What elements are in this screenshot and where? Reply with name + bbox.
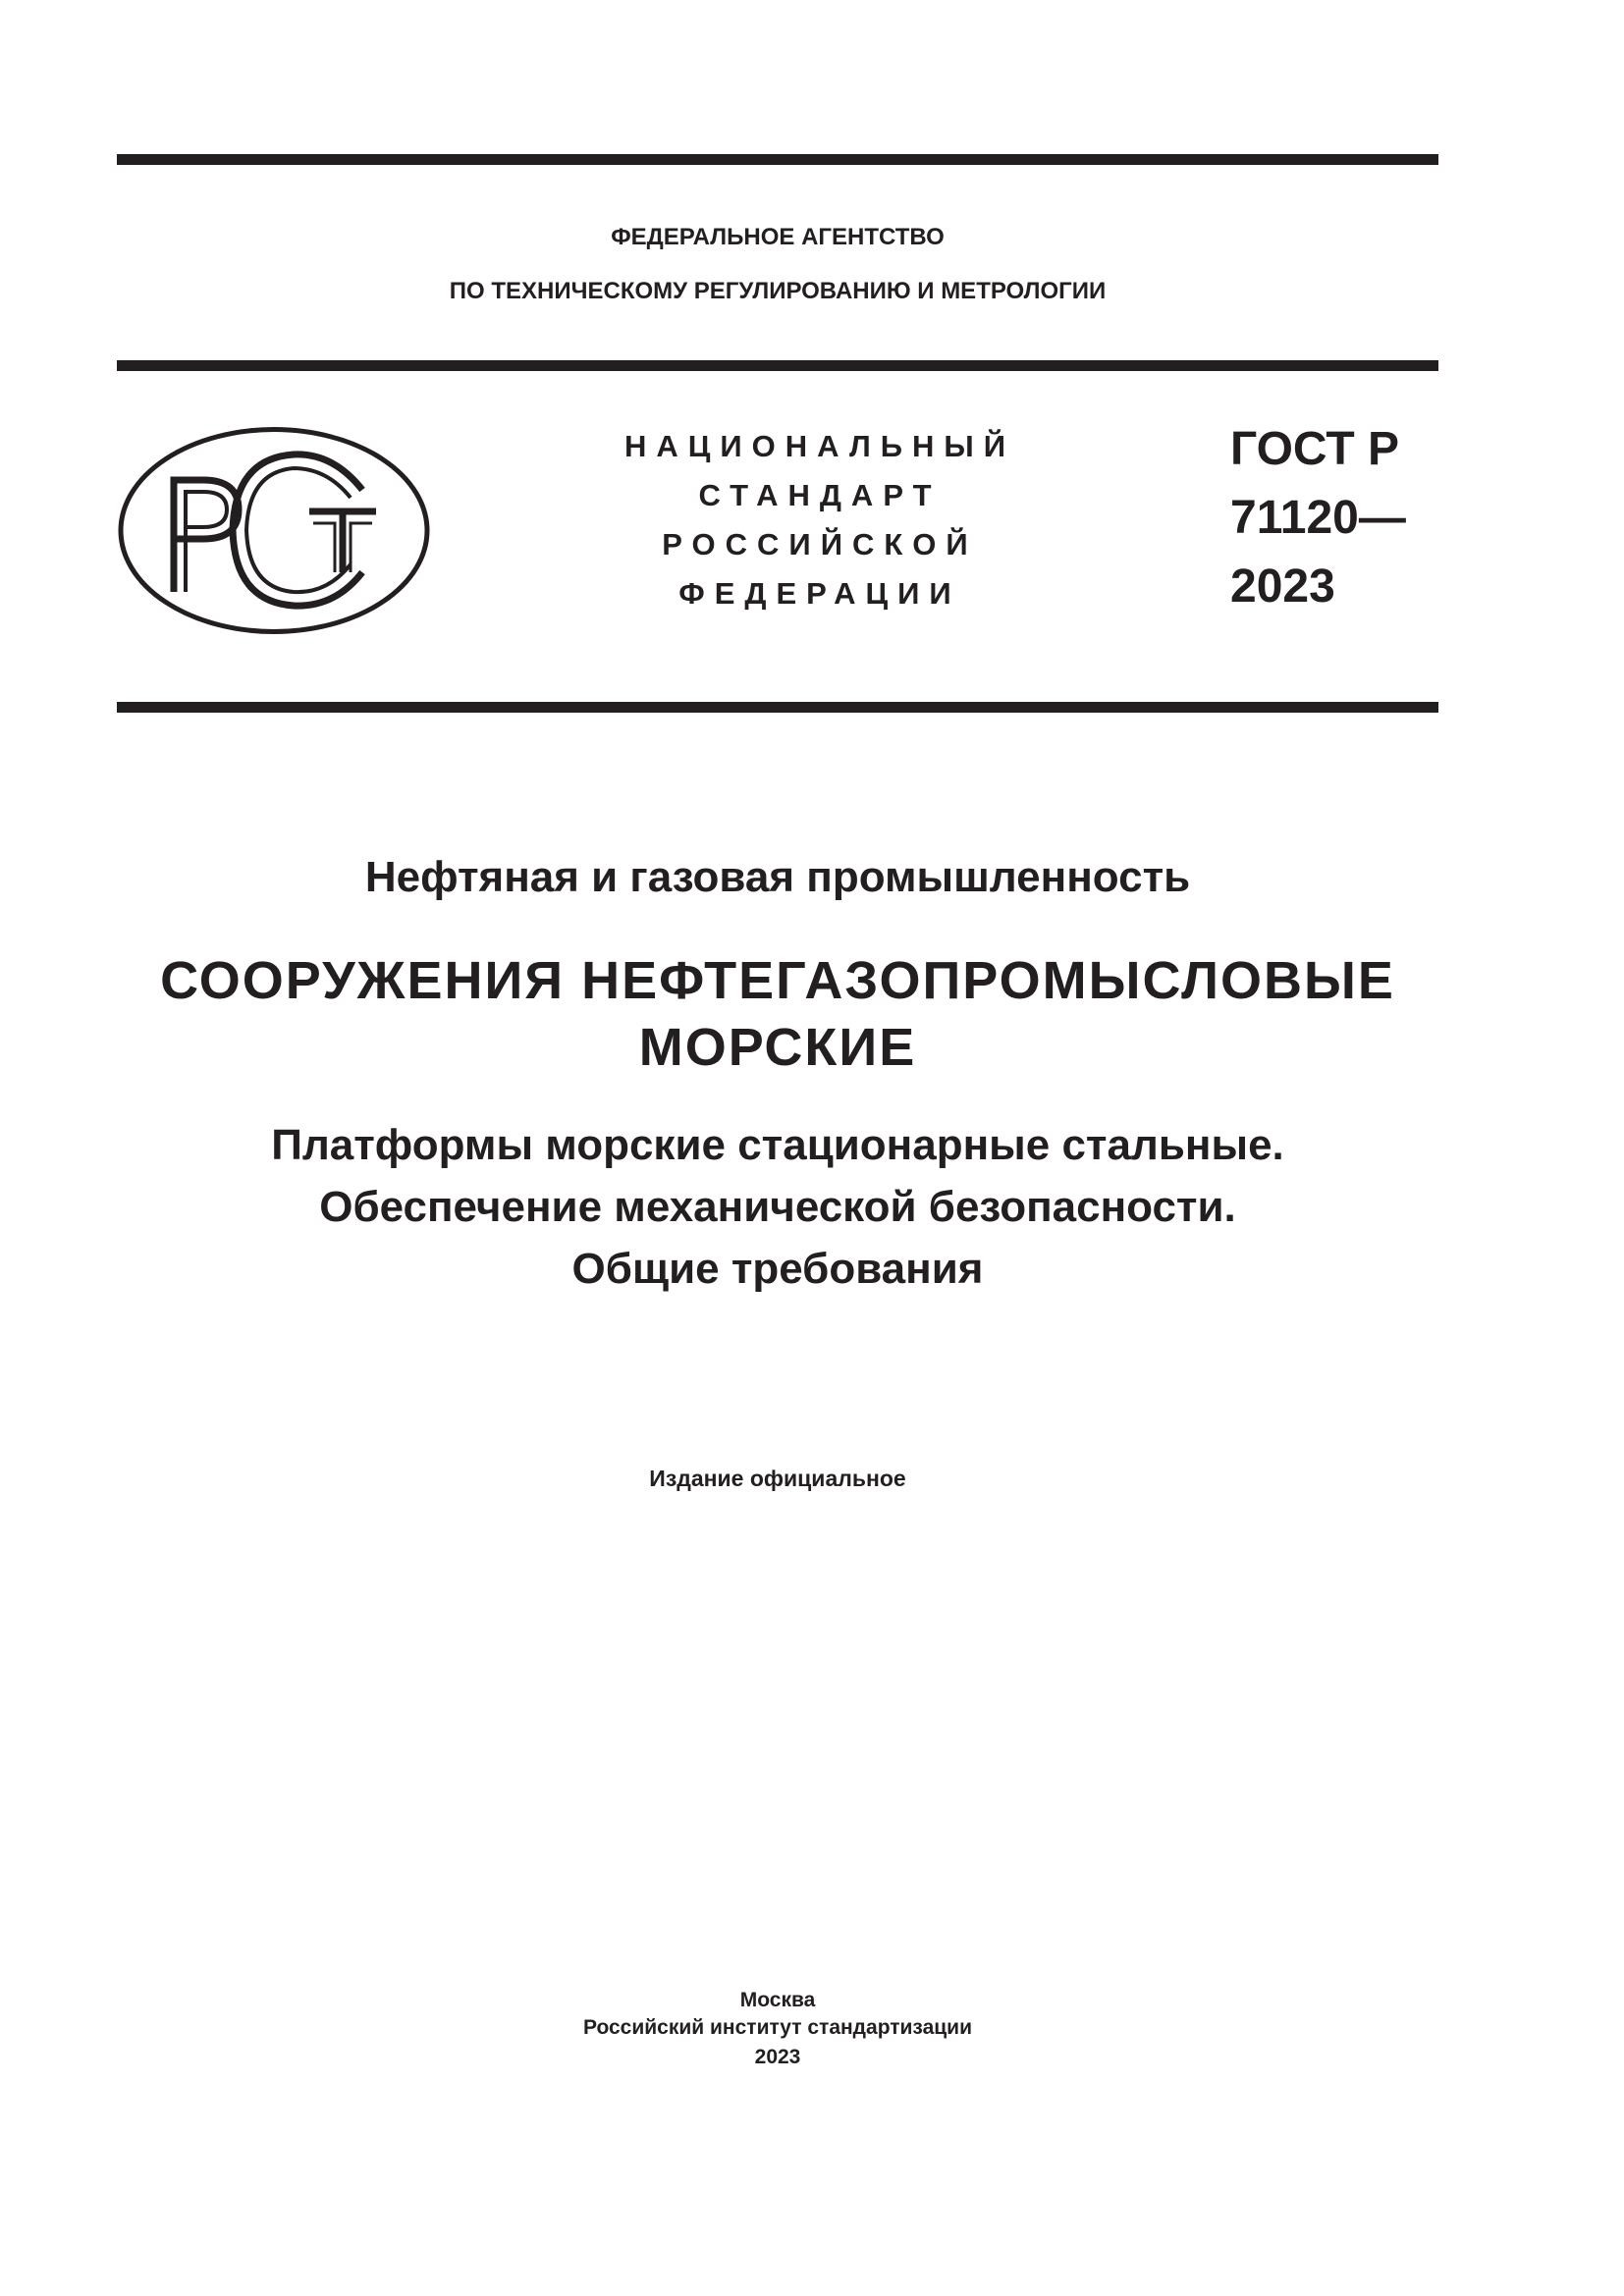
imprint-year: 2023: [754, 2046, 801, 2068]
subtitle-line-2: Обеспечение механической безопасности.: [319, 1183, 1236, 1231]
standard-designation-line-2: 71120—: [1230, 492, 1406, 544]
subtitle-line-3: Общие требования: [571, 1245, 984, 1293]
top-rule: [117, 154, 1438, 165]
subtitle-line-1: Платформы морские стационарные стальные.: [271, 1121, 1284, 1169]
edition-note: Издание официальное: [649, 1466, 906, 1491]
standard-designation-line-3: 2023: [1230, 561, 1335, 613]
bottom-rule: [117, 702, 1438, 713]
industry-heading: Нефтяная и газовая промышленность: [364, 853, 1191, 901]
middle-rule: [117, 360, 1438, 371]
national-standard-line-3: РОССИЙСКОЙ: [662, 527, 978, 561]
main-title-line-2: МОРСКИЕ: [638, 1018, 917, 1077]
main-title-line-1: СООРУЖЕНИЯ НЕФТЕГАЗОПРОМЫСЛОВЫЕ: [160, 951, 1395, 1010]
standard-designation-line-1: ГОСТ Р: [1230, 423, 1400, 475]
imprint-publisher: Российский институт стандартизации: [582, 2016, 973, 2039]
national-standard-line-2: СТАНДАРТ: [698, 478, 942, 512]
agency-name-line-1: ФЕДЕРАЛЬНОЕ АГЕНТСТВО: [611, 224, 945, 250]
imprint-city: Москва: [739, 1989, 816, 2011]
national-standard-line-4: ФЕДЕРАЦИИ: [678, 576, 961, 611]
rst-gost-certification-mark-icon: [117, 425, 431, 636]
national-standard-line-1: НАЦИОНАЛЬНЫЙ: [623, 429, 1016, 463]
agency-name-line-2: ПО ТЕХНИЧЕСКОМУ РЕГУЛИРОВАНИЮ И МЕТРОЛОГИИ: [449, 278, 1107, 304]
